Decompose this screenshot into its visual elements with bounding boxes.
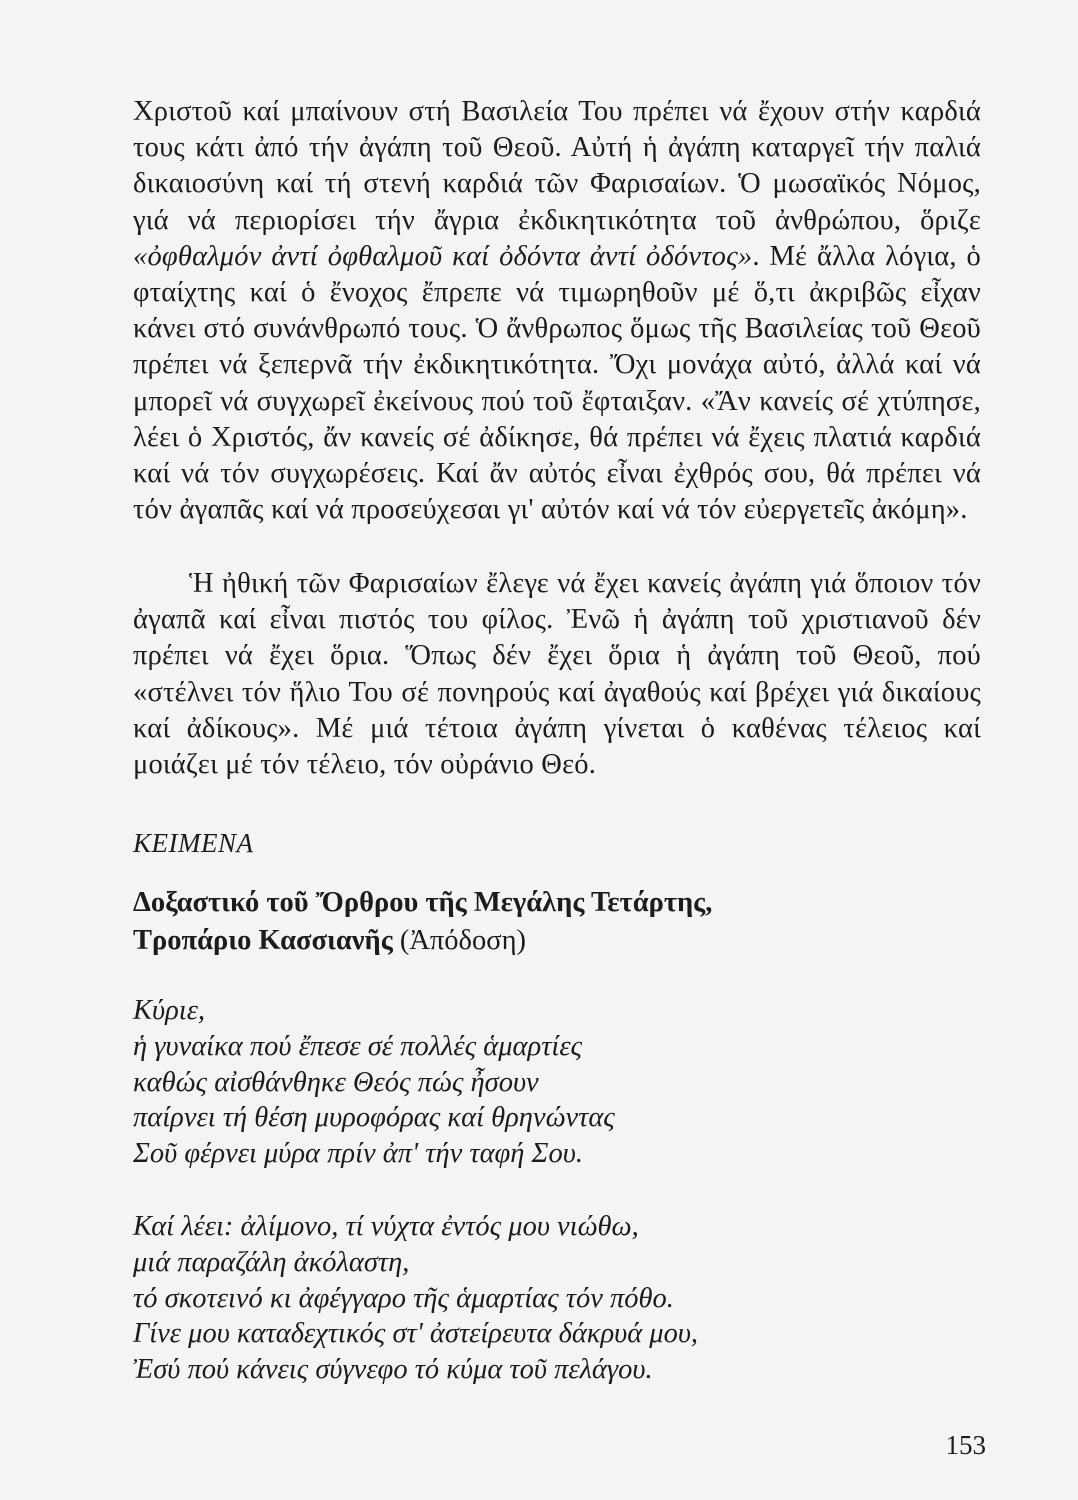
paragraph-1-text-before: Χριστοῦ καί μπαίνουν στή Βασιλεία Του πρέπει νά ἔχουν στήν καρδιά τους κάτι ἀπό τήν ἀγάπη τοῦ Θεοῦ. Αὐτή ἡ ἀγάπη καταργεῖ τήν παλιά δικαιοσύνη καί τή στενή καρδιά τῶν Φαρισαίων. Ὁ μωσαϊκός Νόμος, γιά νά περιορίσει τήν ἄγρια ἐκδικητικότητα τοῦ ἀνθρώπου, ὅριζε xyxy=(133,96,981,236)
poem-stanza-2 xyxy=(133,1209,981,1388)
poem-line: Σοῦ φέρνει μύρα πρίν ἀπ' τήν ταφή Σου. xyxy=(133,1138,583,1170)
body-paragraph-1 xyxy=(133,94,981,528)
heading-line-2-note: (Ἀπόδοση) xyxy=(392,925,526,956)
page-number: 153 xyxy=(945,1430,986,1460)
section-label: ΚΕΙΜΕΝΑ xyxy=(133,828,254,858)
poem-line: Γίνε μου καταδεχτικός στ' ἀστείρευτα δάκρυά μου, xyxy=(133,1318,699,1350)
body-paragraph-2: Ἡ ἠθική τῶν Φαρισαίων ἔλεγε νά ἔχει κανείς ἀγάπη γιά ὅποιον τόν ἀγαπᾶ καί εἶναι πιστός του φίλος. Ἐνῶ ἡ ἀγάπη τοῦ χριστιανοῦ δέν πρέπει νά ἔχει ὅρια. Ὅπως δέν ἔχει ὅρια ἡ ἀγάπη τοῦ Θεοῦ, πού «στέλνει τόν ἥλιο Του σέ πονηρούς καί ἀγαθούς καί βρέχει γιά δικαίους καί ἀδίκους». Μέ μιά τέτοια ἀγάπη γίνεται ὁ καθένας τέλειος καί μοιάζει μέ τόν τέλειο, τόν οὐράνιο Θεό. xyxy=(133,568,981,781)
text-heading xyxy=(133,884,981,960)
heading-line-1: Δοξαστικό τοῦ Ὄρθρου τῆς Μεγάλης Τετάρτης, xyxy=(133,887,713,918)
heading-line-2 xyxy=(133,922,981,960)
heading-line-2-bold: Τροπάριο Κασσιανῆς xyxy=(133,925,393,956)
poem-line: τό σκοτεινό κι ἀφέγγαρο τῆς ἁμαρτίας τόν πόθο. xyxy=(133,1282,674,1314)
paragraph-1-italic-quote: «ὀφθαλμόν ἀντί ὀφθαλμοῦ καί ὀδόντα ἀντί ὀδόντος» xyxy=(133,240,753,272)
poem-line: Καί λέει: ἀλίμονο, τί νύχτα ἐντός μου νιώθω, xyxy=(133,1211,639,1242)
poem-line: μιά παραζάλη ἀκόλαστη, xyxy=(133,1246,410,1278)
poem-line: παίρνει τή θέση μυροφόρας καί θρηνώντας xyxy=(133,1102,615,1134)
paragraph-1-text-after: . Μέ ἄλλα λόγια, ὁ φταίχτης καί ὁ ἔνοχος ἔπρεπε νά τιμωρηθοῦν μέ ὅ,τι ἀκριβῶς εἶχαν κάνει στό συνάνθρωπό τους. Ὁ ἄνθρωπος ὅμως τῆς Βασιλείας τοῦ Θεοῦ πρέπει νά ξεπερνᾶ τήν ἐκδικητικότητα. Ὄχι μονάχα αὐτό, ἀλλά καί νά μπορεῖ νά συγχωρεῖ ἐκείνους πού τοῦ ἔφταιξαν. «Ἄν κανείς σέ χτύπησε, λέει ὁ Χριστός, ἄν κανείς σέ ἀδίκησε, θά πρέπει νά ἔχεις πλατιά καρδιά καί νά τόν συγχωρέσεις. Καί ἄν αὐτός εἶναι ἐχθρός σου, θά πρέπει νά τόν ἀγαπᾶς καί νά προσεύχεσαι γι' αὐτόν καί νά τόν εὐεργετεῖς ἀκόμη». xyxy=(133,240,981,526)
poem-line: καθώς αἰσθάνθηκε Θεός πώς ἦσουν xyxy=(133,1066,539,1098)
poem-stanza-1 xyxy=(133,993,981,1172)
poem-line: ἡ γυναίκα πού ἔπεσε σέ πολλές ἁμαρτίες xyxy=(133,1030,583,1062)
poem-line: Ἐσύ πού κάνεις σύγνεφο τό κύμα τοῦ πελάγου. xyxy=(133,1354,653,1386)
poem-line: Κύριε, xyxy=(133,995,206,1026)
